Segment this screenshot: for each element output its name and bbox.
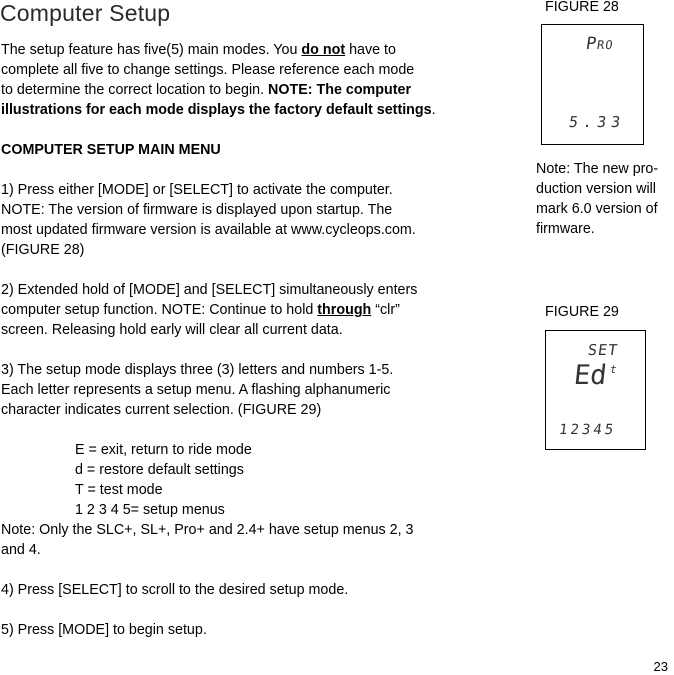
instructions-body [1,40,466,640]
figure-28-lcd-display [541,24,644,145]
legend-item: E = exit, return to ride mode [75,442,252,458]
step-3-note-line-2: and 4. [1,542,41,558]
step-3-note-line-1: Note: Only the SLC+, SL+, Pro+ and 2.4+ have setup menus 2, 3 [1,522,414,538]
step-3-line-1: 3) The setup mode displays three (3) letters and numbers 1-5. [1,362,394,378]
lcd-set-text: SET [586,341,620,359]
lcd-version-text: 5.33 [567,113,627,131]
lcd-model-text: Pro [584,34,616,54]
figure-28-caption: FIGURE 28 [545,0,619,15]
step-1-line-2: NOTE: The version of firmware is displayed upon startup. The [1,202,393,218]
legend-item: 1 2 3 4 5= setup menus [75,502,225,518]
emphasis-through: through [317,302,372,318]
lcd-mode-superscript: t [610,363,617,376]
step-3-line-2: Each letter represents a setup menu. A flashing alphanumeric [1,382,391,398]
page-title: Computer Setup [0,0,171,26]
legend-item: d = restore default settings [75,462,244,478]
step-2-line-1: 2) Extended hold of [MODE] and [SELECT] simultaneously enters [1,282,418,298]
step-5: 5) Press [MODE] to begin setup. [1,622,207,638]
step-1-line-4: (FIGURE 28) [1,242,85,258]
intro-line-4: illustrations for each mode displays the factory default settings. [1,102,436,118]
step-3-line-3: character indicates current selection. (FIGURE 29) [1,402,322,418]
emphasis-do-not: do not [301,42,346,58]
figure-29-caption: FIGURE 29 [545,304,619,320]
menu-heading: COMPUTER SETUP MAIN MENU [1,142,221,158]
lcd-menu-numbers: 12345 [557,422,618,438]
step-2-line-3: screen. Releasing hold early will clear all current data. [1,322,343,338]
intro-line-2: complete all five to change settings. Please reference each mode [1,62,415,78]
step-1-line-1: 1) Press either [MODE] or [SELECT] to activate the computer. [1,182,393,198]
step-1-line-3: most updated firmware version is available at www.cycleops.com. [1,222,416,238]
step-4: 4) Press [SELECT] to scroll to the desired setup mode. [1,582,349,598]
firmware-side-note: Note: The new pro- duction version will mark 6.0 version of firmware. [536,161,659,237]
intro-line-1: The setup feature has five(5) main modes. You do not have to [1,42,396,58]
page-number: 23 [653,659,668,674]
step-2-line-2: computer setup function. NOTE: Continue to hold through “clr” [1,302,400,318]
intro-line-3: to determine the correct location to begin. NOTE: The computer [1,82,412,98]
lcd-mode-letters: Ed [572,360,609,391]
figure-29-lcd-display [545,330,646,450]
legend-item: T = test mode [75,482,163,498]
